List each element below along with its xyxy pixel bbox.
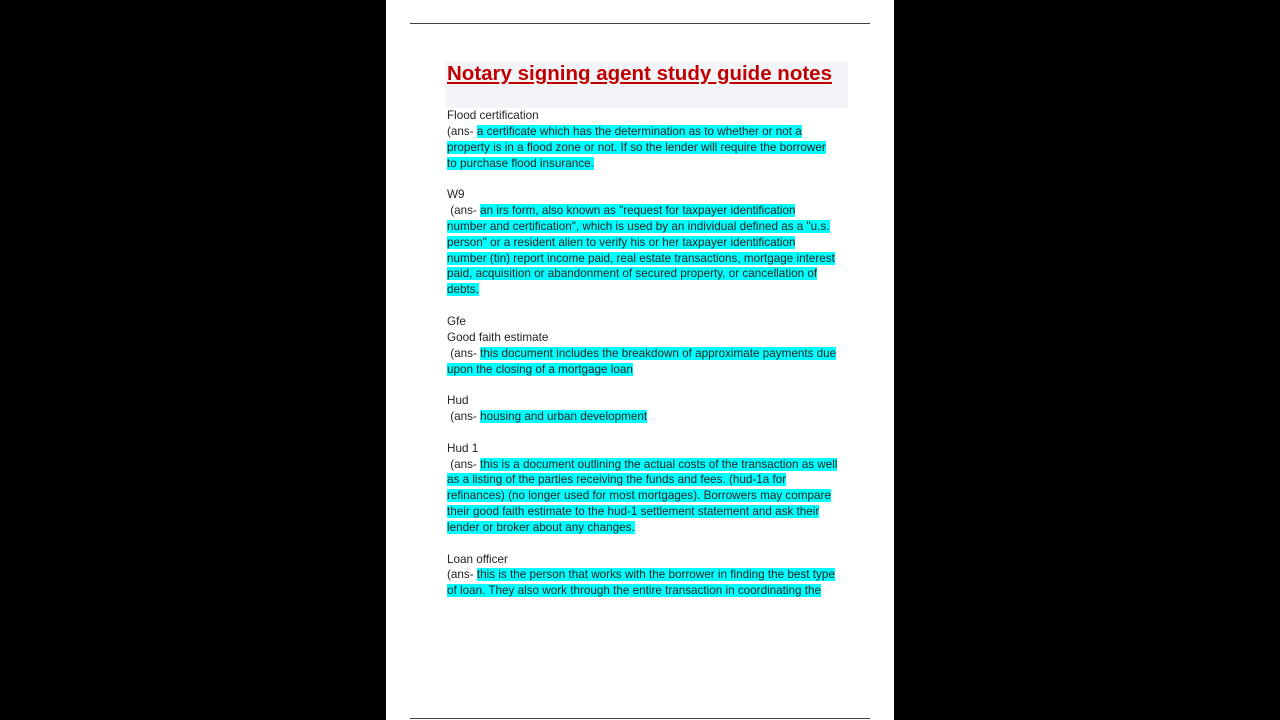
highlighted-answer: refinances) (no longer used for most mortgages). Borrowers may compare bbox=[447, 489, 831, 503]
note-term: Loan officer bbox=[447, 552, 508, 566]
note-answer-line bbox=[447, 266, 849, 282]
note-entry bbox=[447, 187, 849, 298]
note-answer-line bbox=[447, 362, 849, 378]
note-term: Flood certification bbox=[447, 109, 539, 122]
answer-prefix: (ans- bbox=[447, 457, 481, 471]
answer-prefix: (ans- bbox=[447, 124, 477, 138]
document-page bbox=[386, 0, 894, 720]
highlighted-answer: a certificate which has the determination as to whether or not a bbox=[476, 124, 802, 138]
note-entry bbox=[447, 108, 849, 171]
note-answer-line bbox=[447, 488, 849, 504]
note-entry bbox=[447, 552, 849, 600]
note-answer-line bbox=[447, 140, 849, 156]
document-title: Notary signing agent study guide notes bbox=[447, 62, 832, 85]
bottom-divider bbox=[410, 718, 870, 719]
highlighted-answer: number and certification", which is used by an individual defined as a "u.s. bbox=[447, 219, 830, 233]
highlighted-answer: their good faith estimate to the hud-1 settlement statement and ask their bbox=[447, 505, 820, 519]
highlighted-answer: upon the closing of a mortgage loan bbox=[447, 362, 633, 376]
note-term: Gfe bbox=[447, 314, 466, 328]
answer-prefix: (ans- bbox=[447, 568, 477, 582]
highlighted-answer: number (tin) report income paid, real estate transactions, mortgage interest bbox=[447, 251, 835, 265]
note-answer-line bbox=[447, 282, 849, 298]
highlighted-answer: debts. bbox=[447, 283, 479, 297]
note-term: Hud bbox=[447, 394, 469, 408]
highlighted-answer: an irs form, also known as "request for taxpayer identification bbox=[480, 204, 796, 218]
note-term: Hud 1 bbox=[447, 441, 479, 455]
note-answer-first-line bbox=[447, 124, 849, 140]
note-entry bbox=[447, 441, 849, 536]
note-answer-line bbox=[447, 520, 849, 536]
study-notes bbox=[447, 108, 849, 615]
note-answer-first-line bbox=[447, 203, 849, 219]
note-term: Good faith estimate bbox=[447, 330, 549, 344]
highlighted-answer: person" or a resident alien to verify his or her taxpayer identification bbox=[447, 235, 796, 249]
note-answer-line bbox=[447, 251, 849, 267]
note-entry bbox=[447, 393, 849, 425]
highlighted-answer: lender or broker about any changes. bbox=[447, 520, 635, 534]
note-answer-first-line bbox=[447, 457, 849, 473]
answer-prefix: (ans- bbox=[447, 346, 481, 360]
note-answer-line bbox=[447, 583, 849, 599]
note-answer-line bbox=[447, 472, 849, 488]
answer-prefix: (ans- bbox=[447, 410, 481, 424]
highlighted-answer: this document includes the breakdown of approximate payments due bbox=[480, 346, 837, 360]
note-answer-first-line bbox=[447, 409, 849, 425]
note-term: W9 bbox=[447, 188, 465, 202]
top-divider bbox=[410, 23, 870, 24]
note-answer-line bbox=[447, 156, 849, 172]
highlighted-answer: housing and urban development bbox=[480, 410, 648, 424]
highlighted-answer: property is in a flood zone or not. If so the lender will require the borrower bbox=[447, 140, 826, 154]
note-answer-line bbox=[447, 219, 849, 235]
note-answer-first-line bbox=[447, 346, 849, 362]
answer-prefix: (ans- bbox=[447, 204, 481, 218]
note-answer-first-line bbox=[447, 567, 849, 583]
note-answer-line bbox=[447, 504, 849, 520]
note-answer-line bbox=[447, 235, 849, 251]
highlighted-answer: as a listing of the parties receiving the funds and fees. (hud-1a for bbox=[447, 473, 787, 487]
note-entry bbox=[447, 314, 849, 377]
highlighted-answer: this is a document outlining the actual costs of the transaction as well bbox=[480, 457, 838, 471]
highlighted-answer: of loan. They also work through the entire transaction in coordinating the bbox=[447, 584, 822, 598]
highlighted-answer: paid, acquisition or abandonment of secured property, or cancellation of bbox=[447, 267, 818, 281]
highlighted-answer: this is the person that works with the borrower in finding the best type bbox=[476, 568, 835, 582]
highlighted-answer: to purchase flood insurance. bbox=[447, 156, 594, 170]
